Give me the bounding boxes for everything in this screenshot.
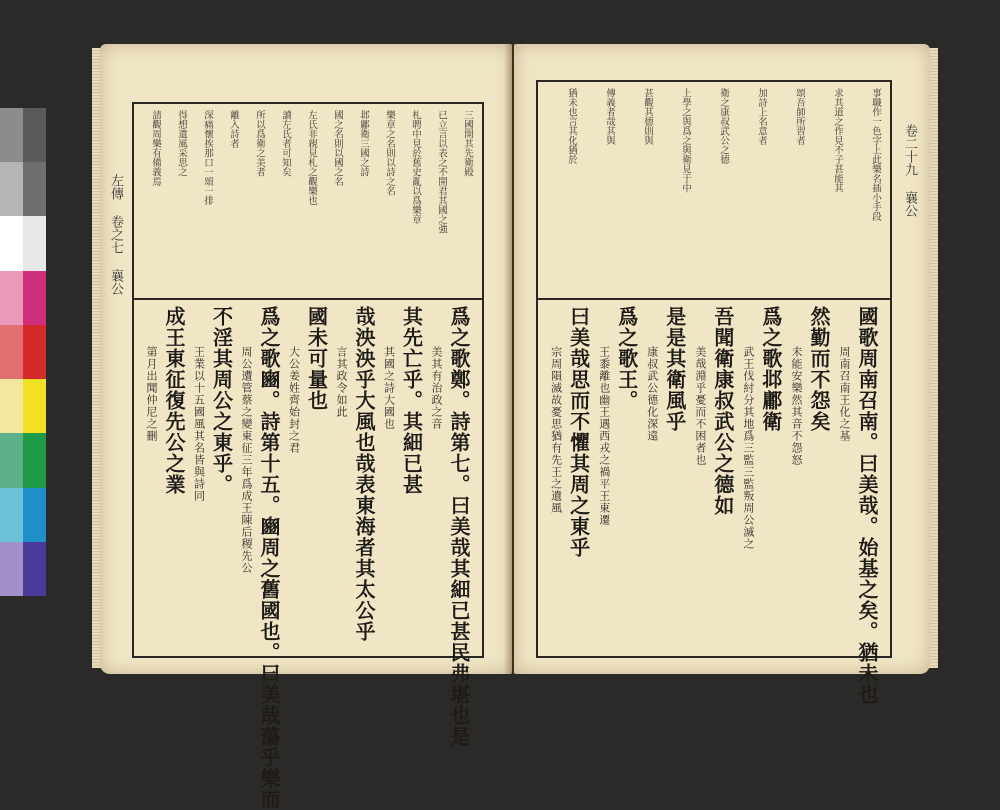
calibration-swatch	[0, 542, 23, 596]
commentary-column: 傳義者哉其與	[604, 88, 615, 145]
color-calibration-strip	[0, 108, 46, 596]
calibration-swatch	[0, 433, 23, 487]
calibration-swatch	[23, 433, 46, 487]
left-commentary-register	[136, 108, 478, 294]
commentary-column: 請觀周樂有備義焉	[150, 110, 161, 186]
calibration-swatch	[23, 108, 46, 162]
main-text-column: 爲之歌豳。詩第十五。豳周之舊國也。曰美哉蕩乎樂而	[257, 306, 281, 810]
left-margin-title: 左傳 卷之七 襄公	[108, 174, 123, 295]
commentary-column: 離入詩者	[228, 110, 239, 148]
right-register-divider	[536, 298, 890, 300]
calibration-swatch	[23, 325, 46, 379]
main-text-column: 是是其衛風乎	[662, 306, 687, 432]
left-register-divider	[132, 298, 482, 300]
main-text-column: 吾聞衛康叔武公之德如	[710, 306, 735, 516]
commentary-column: 上學之與爲之與衛見于中	[680, 88, 691, 193]
main-text-column: 成王東征復先公之業	[162, 306, 186, 495]
annotation-column: 大公姜姓齊始封之君	[287, 346, 301, 454]
right-main-register	[540, 306, 886, 705]
main-text-column: 哉泱泱乎大風也哉表東海者其太公乎	[352, 306, 376, 642]
annotation-column: 美哉淵乎憂而不困者也	[693, 346, 707, 466]
calibration-swatch	[0, 162, 23, 216]
commentary-column: 猶未也言其化猶於	[566, 88, 577, 164]
annotation-column: 康叔武公德化深遠	[645, 346, 659, 442]
main-text-column: 然勤而不怨矣	[806, 306, 831, 432]
commentary-column: 札聘中見於舊史亂以爲樂章	[410, 110, 421, 224]
main-text-column: 其先亡乎。其細已甚	[399, 306, 424, 495]
annotation-column: 武王伐紂分其地爲三監三監叛周公滅之	[741, 346, 755, 550]
calibration-swatch	[0, 379, 23, 433]
main-text-column: 爲之歌鄭。詩第七。曰美哉其細已甚民弗堪也是	[447, 306, 471, 747]
commentary-column: 讀左氏者可知矣	[280, 110, 291, 177]
main-text-column: 爲之歌王。	[614, 306, 639, 411]
right-commentary-register	[540, 86, 886, 294]
main-text-column: 爲之歌邶鄘衛	[758, 306, 783, 432]
main-text-column: 國歌周南召南。曰美哉。始基之矣。猶未也	[855, 306, 879, 705]
annotation-column: 王黍離也幽王遇西戎之禍平王東遷	[597, 346, 611, 526]
commentary-column: 國之名則以國之名	[332, 110, 343, 186]
open-book	[100, 38, 930, 810]
main-text-column: 不淫其周公之東乎。	[209, 306, 234, 495]
left-main-register	[136, 306, 478, 810]
commentary-column: 事職作一色字上此樂名插小手段	[870, 88, 881, 221]
main-text-column: 曰美哉思而不懼其周之東乎	[566, 306, 591, 558]
commentary-column: 邶鄘衛三國之詩	[358, 110, 369, 177]
annotation-column: 其國之詩大國也	[382, 346, 396, 430]
commentary-column: 樂章之名則以詩之名	[384, 110, 395, 196]
calibration-swatch	[23, 488, 46, 542]
annotation-column: 王業以十五國風其名皆與詩同	[192, 346, 206, 502]
calibration-swatch	[0, 325, 23, 379]
right-page	[514, 44, 930, 705]
main-text-column: 國未可量也	[304, 306, 329, 411]
annotation-column: 周南召南王化之基	[838, 346, 851, 442]
commentary-column: 深痛懷挨那口一頌一排	[202, 110, 213, 205]
commentary-column: 得想遺風采思之	[176, 110, 187, 177]
annotation-column: 第月出聞仲尼之刪	[145, 346, 158, 442]
calibration-swatch	[23, 216, 46, 270]
calibration-swatch	[0, 488, 23, 542]
calibration-swatch	[0, 216, 23, 270]
calibration-swatch	[23, 162, 46, 216]
calibration-swatch	[23, 271, 46, 325]
annotation-column: 宗周隕滅故憂思猶有先王之遺風	[549, 346, 563, 514]
commentary-column: 已立言以表之不開君其國之強	[436, 110, 447, 234]
commentary-column: 求其道之作見不子甚能其	[832, 88, 843, 193]
calibration-swatch	[23, 379, 46, 433]
annotation-column: 周公遭管蔡之變東征三年爲成王陳后稷先公	[240, 346, 253, 574]
calibration-swatch	[0, 108, 23, 162]
commentary-column: 左氏非親見札之觀樂也	[306, 110, 317, 205]
commentary-column: 頌吾師所習者	[794, 88, 805, 145]
commentary-column: 甚觀其德則與	[642, 88, 653, 145]
annotation-column: 未能安樂然其音不怨怒	[789, 346, 803, 466]
annotation-column: 言其政令如此	[335, 346, 348, 418]
left-page	[100, 44, 512, 810]
calibration-swatch	[23, 542, 46, 596]
annotation-column: 美其有治政之音	[430, 346, 443, 430]
commentary-column: 所以爲衛之美者	[254, 110, 265, 177]
commentary-column: 三國開其先衛殿	[462, 110, 473, 177]
right-margin-title: 卷二十九 襄公	[902, 124, 917, 217]
commentary-column: 加詩上名意者	[756, 88, 767, 145]
calibration-swatch	[0, 271, 23, 325]
commentary-column: 衛之康叔武公之德	[718, 88, 729, 164]
